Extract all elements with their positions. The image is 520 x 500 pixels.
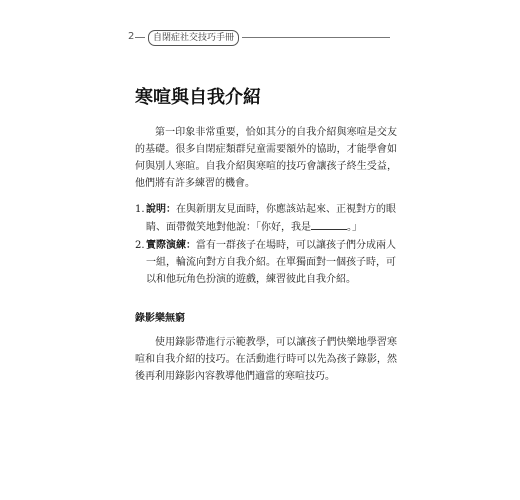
list-item-number: 1. [135, 204, 145, 215]
list-item-explanation [135, 201, 397, 236]
list-item-tail: 。」 [347, 222, 362, 233]
list-item-text: 當有一群孩子在場時，可以讓孩子們分成兩人一組，輪流向對方自我介紹。在單獨面對一個孩子時，可以和他玩角色扮演的遊戲，練習彼此自我介紹。 [146, 240, 396, 285]
chapter-title: 寒喧與自我介紹 [135, 87, 261, 108]
page-number: 2 [128, 31, 135, 42]
header-dash [135, 37, 145, 38]
running-header [128, 30, 390, 46]
list-item-practice [135, 237, 397, 288]
header-rule [242, 37, 390, 38]
intro-paragraph: 第一印象非常重要，恰如其分的自我介紹與寒喧是交友的基礎。很多自閉症類群兒童需要額外的協助，才能學會如何與別人寒暄。自我介紹與寒喧的技巧會讓孩子終生受益，他們將有許多練習的機會。 [135, 127, 397, 189]
list-item-text: 在與新朋友見面時，你應該站起來、正視對方的眼睛、面帶微笑地對他說：「你好，我是 [146, 204, 396, 233]
section-heading: 錄影樂無窮 [135, 313, 185, 324]
instruction-list [135, 201, 397, 288]
list-item-term: 說明： [146, 204, 176, 215]
list-item-term: 實際演練： [146, 240, 196, 251]
list-item-number: 2. [135, 240, 145, 251]
page-content [135, 124, 397, 385]
section-paragraph: 使用錄影帶進行示範教學，可以讓孩子們快樂地學習寒喧和自我介紹的技巧。在活動進行時可以先為孩子錄影，然後再利用錄影內容教導他們適當的寒喧技巧。 [135, 337, 397, 382]
fill-in-blank [311, 218, 347, 230]
running-title: 自閉症社交技巧手冊 [148, 30, 239, 46]
